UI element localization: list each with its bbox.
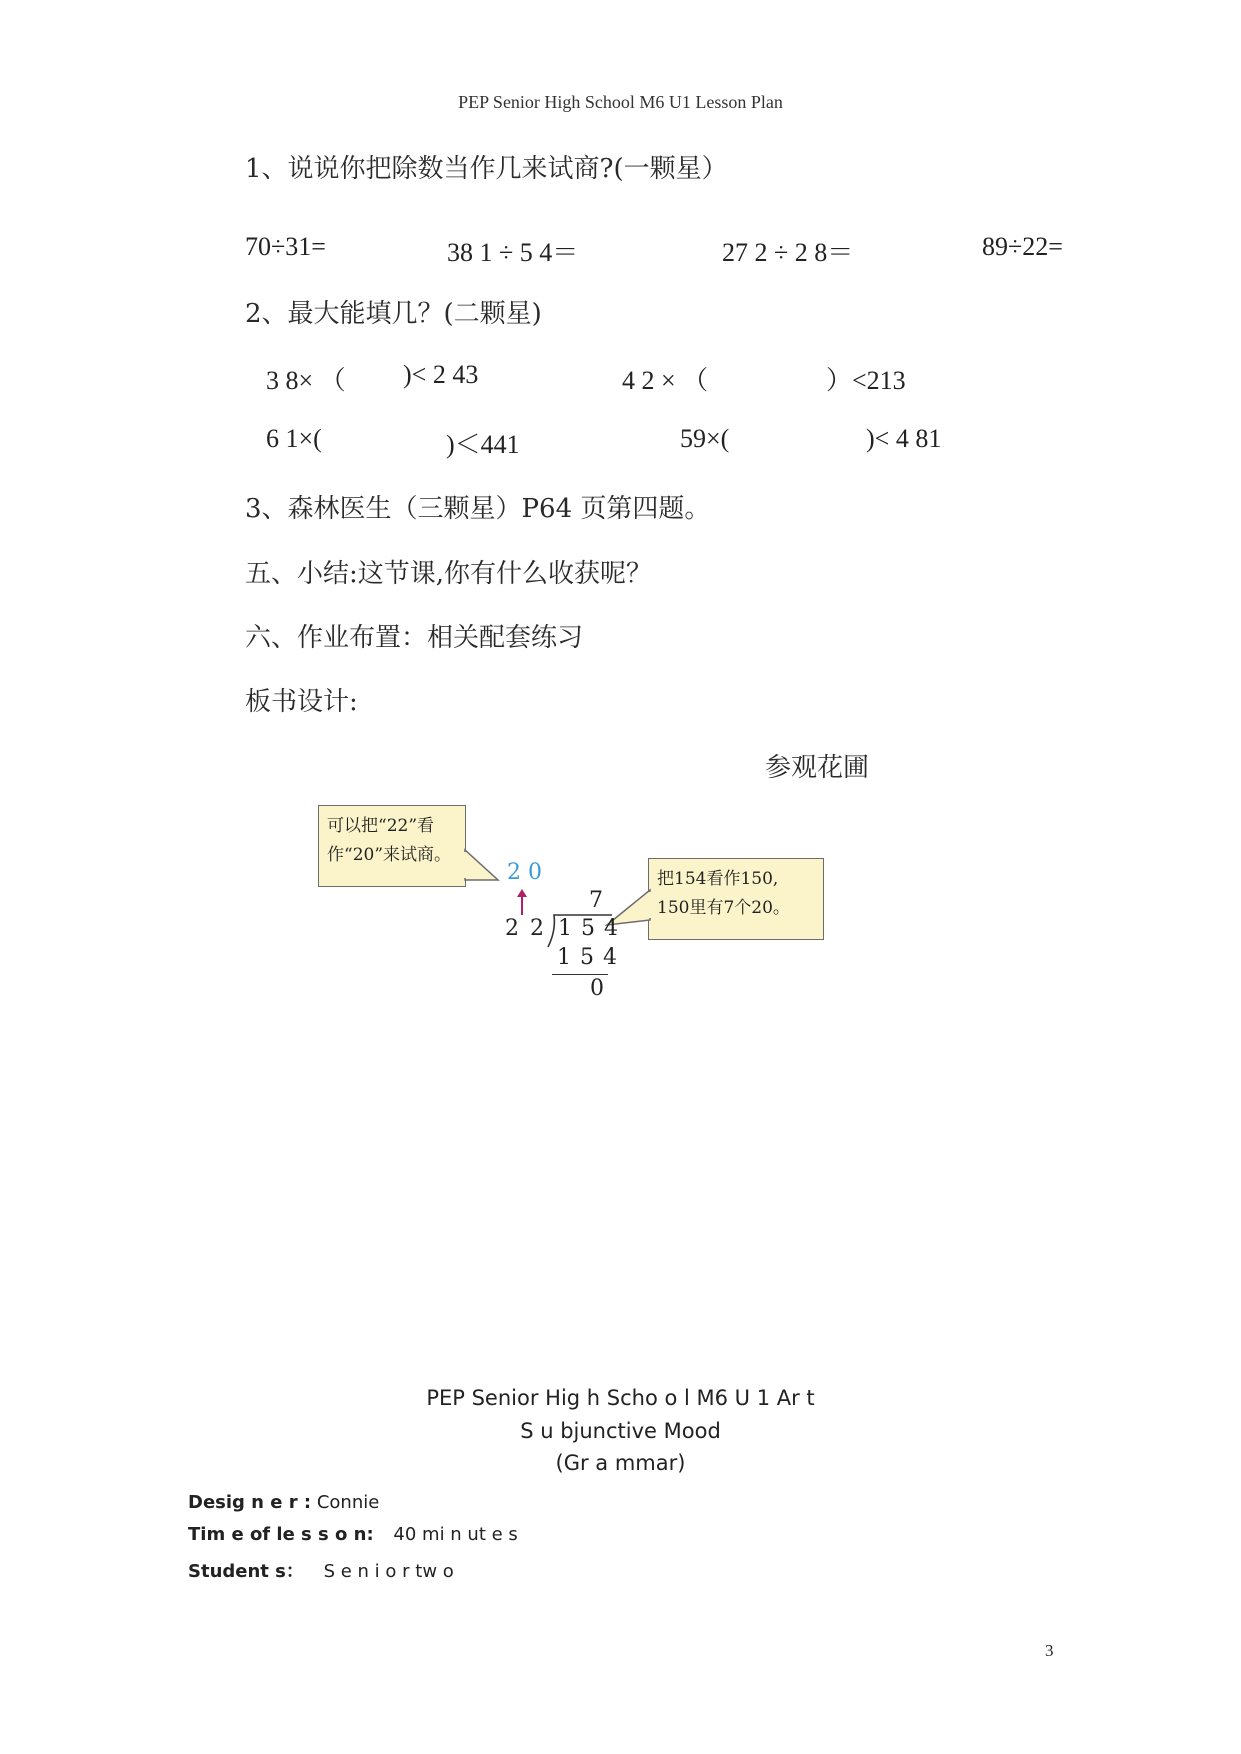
students-row — [188, 1557, 454, 1583]
q2-item-4a: 59×( — [680, 424, 730, 453]
hint-left-line-1: 可以把“22”看 — [327, 816, 435, 836]
q2-item-2a: 4 2 × （ — [622, 366, 709, 395]
hint-bubble-right — [648, 858, 824, 940]
estimate-arrow-icon — [514, 887, 530, 917]
quotient: 7 — [589, 888, 603, 913]
dividend: 1 5 4 — [558, 916, 619, 941]
subtraction-rule — [552, 974, 608, 975]
question-3: 3、森林医生（三颗星）P64 页第四题。 — [245, 494, 711, 524]
question-2-title: 2、最大能填几？(二颗星) — [245, 299, 542, 329]
lesson-time-row — [188, 1524, 518, 1545]
summary-section: 五、小结:这节课,你有什么收获呢？ — [245, 559, 653, 589]
q2-item-4b: )< 4 81 — [866, 424, 942, 453]
q1-item-2: 38 1 ÷ 5 4＝ — [447, 238, 579, 267]
students-label: Student s： — [188, 1561, 304, 1582]
designer-row — [188, 1492, 379, 1513]
question-1-title: 1、说说你把除数当作几来试商?(一颗星） — [245, 154, 728, 184]
bubble-left-pointer — [440, 840, 500, 890]
hint-right-line-1: 把154看作150, — [657, 869, 779, 889]
divisor: 2 2 — [505, 916, 546, 941]
remainder: 0 — [590, 976, 604, 1001]
page-header: PEP Senior High School M6 U1 Lesson Plan — [458, 92, 783, 112]
board-title: 参观花圃 — [765, 753, 870, 783]
designer-value: Connie — [316, 1492, 380, 1513]
designer-label: Desig n e r : — [188, 1492, 312, 1513]
page-number: 3 — [1045, 1641, 1054, 1660]
q2-item-2b: ）<213 — [826, 366, 906, 395]
q1-item-4: 89÷22= — [982, 232, 1063, 261]
q2-item-3b: )＜441 — [446, 430, 520, 459]
homework-section: 六、作业布置：相关配套练习 — [245, 623, 584, 653]
q1-item-3: 27 2 ÷ 2 8＝ — [722, 238, 854, 267]
students-value: S e n i o r tw o — [323, 1561, 454, 1582]
lesson-time-value: 40 mi n ut e s — [393, 1524, 518, 1545]
estimated-divisor: 2 0 — [507, 860, 542, 885]
q2-item-1b: )< 2 43 — [403, 360, 479, 389]
next-lesson-title-line-1: PEP Senior Hig h Scho o l M6 U 1 Ar t — [426, 1386, 815, 1410]
lesson-time-label: Tim e of le s s o n: — [188, 1524, 374, 1545]
product-line: 1 5 4 — [557, 945, 618, 970]
hint-left-line-2: 作“20”来试商。 — [327, 845, 452, 865]
next-lesson-title-line-3: (Gr a mmar) — [555, 1451, 686, 1475]
hint-right-line-2: 150里有7个20。 — [657, 898, 790, 918]
board-design-label: 板书设计: — [245, 687, 358, 717]
q1-item-1: 70÷31= — [245, 232, 326, 261]
q2-item-1a: 3 8× （ — [266, 366, 346, 395]
q2-item-3a: 6 1×( — [266, 424, 322, 453]
next-lesson-title-line-2: S u bjunctive Mood — [520, 1419, 721, 1443]
